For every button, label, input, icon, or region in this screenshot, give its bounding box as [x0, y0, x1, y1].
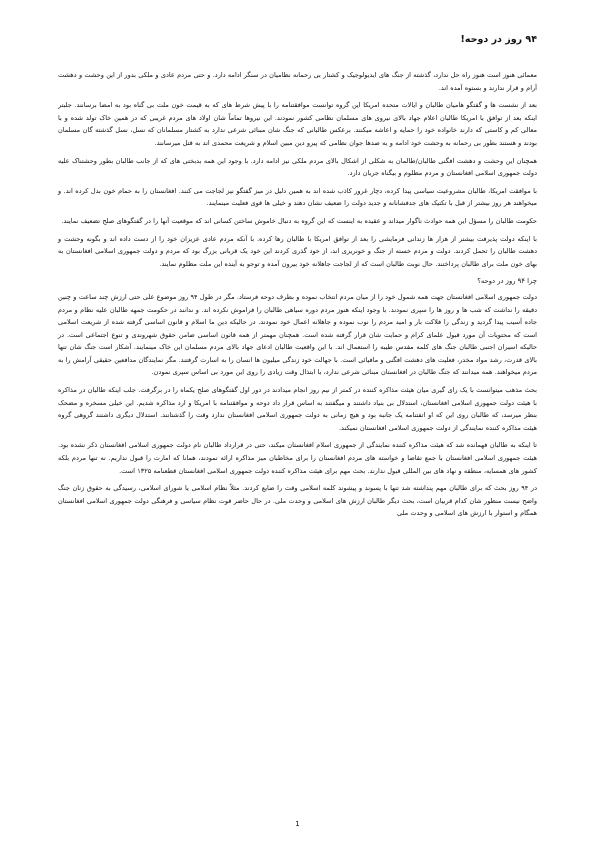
paragraph-4: با موافقت امریکا، طالبان مشروعیت سیاسی پیدا کرده، دچار غرور کاذب شده اند به همین دلیل در میز گفتگو نیز لجاجت می کنند. افغانستان را به حمام خون بدل کرده اند. و میخواهند هر روز بیشتر از قبل با تکتیک های جدفشانانه و جدید دولت را ضعیف نشان دهند و خیلی ها قوی فعلیت مینمایند. — [58, 186, 537, 208]
paragraph-6: با اینکه دولت پذیرفت بیشتر از هزار ها زندانی فرمایشی را بعد از توافق امریکا با طالبان رها کرده. با آنکه مردم عادی عزیزان خود را از دست داده اند و بگونه وحشت و دهشت طالبان را تحمل کردند. دولت و مردم خسته از جنگ و خونریزی اند، از خود گذری کردند این خود یک قربانی بزرگ بود که مردم و دولت جمهوری اسلامی افغانستان به بهای خون ملت برای طالبان پرداختند. حال نوبت طالبان است که از لجاجت جاهلانه خود بیرون آمده و توجو به آینده این ملت مظلوم نمایند. — [58, 234, 537, 268]
paragraph-5: حکومت طالبان را مسؤل این همه حوادث ناگوار میداند و عقیده به اینست که این گروه به دنبال خاموش ساختن کسانی اند که موقعیت آنها را در گفتگوهای صلح تضعیف نمایند. — [61, 216, 537, 225]
paragraph-7: دولت جمهوری اسلامی افغانستان جهت همه شمول خود را از میان مردم انتخاب نموده و بطرف دوحه فرستاد. مگر در طول ۹۴ روز موضوع علی حتی ارزش چند ساعت و چنین دقیقه را نداشت که شب ها و روز ها را سپری نمودند. با وجود اینکه هنوز مردم دوره سیاهی طالبان را فراموش نکرده اند. و ندانند در حکومت جمهه طالبان علیه نظام و مردم جاده آسیب پیدا گردید و زندگی را فلاکت بار و امید مردم را نوب نموده و جاهلانه اعمال خود نمودند. در حالیکه دین ما اسلام و قانون اساسی گرفته شده از شریعت اسلامی است که محتویات آن مورد قبول علمای کرام و حمایت شان قرار گرفته شده است. همچنان مهمتر از همه قانون اساسی ضامن حقوق شهروندی و تنوع اجتماعی است. در حالیکه اسیران اجنبی طالبان جنگ های کلمه مقدس طیبه را استعمال اند. با این واقعیت طالبان ادعای جهاد بالای مردم مسلمان این خاک مینمایند. آشکار است جنگ شان تنها بالای قدرت، رشد مواد مخدر، فعلیت های دهشت افگنی و مافیائی است. با جهالت خود زندگی میلیون ها انسان را به اسارت گرفتند. مگر نمایندگان مدافعین حقیقی آرامش را به مردم میخواهند. همه میدانند که جنگ طالبان در افغانستان مبنائی شرعی ندارد، با ابتذال وقت زیادی را روی این مورد بی اساس سپری نمودن. — [58, 292, 538, 377]
paragraph-1: معمائی هنوز است هنوز راه حل ندارد، گذشته از جنگ های ایدیولوجیک و کشتار بی رحمانه نظامیان در سنگر ادامه دارد. و حتی مردم عادی و ملکی بدور از این وحشت و دهشت آرام و قرار ندارند و بستوه آمده اند. — [58, 71, 537, 92]
paragraph-10: در ۹۴ روز بحث که برای طالبان مهم پنداشته شد تنها با پسوند و پیشوند کلمه اسلامی وقت را ضایع کردند. مثلاً نظام اسلامی یا شورای اسلامی، رسیدگی به حقوق زنان جنگ واضح نیست منظور شان کدام قربیان است، بحث دیگر طالبان ارزش های اسلامی و وحدت ملی. در حال حاضر قوت نظام سیاسی و فرهنگی دولت جمهوری اسلامی افغانستان همگام و استوار با ارزش های اسلامی و وحدت ملی — [58, 484, 537, 518]
page-number: 1 — [295, 820, 300, 828]
paragraph-2: بعد از نشست ها و گفتگو هامیان طالبان و ایالات متحده امریکا این گروه توانست موافقتنامه را با پیش شرط های که به قیمت خون ملت بی گناه بود به امضا برسانند. جلبتر اینکه بعد از توافق با امریکا طالبان اعلام جهاد بالای نیروی های مسلمان نظامی کشور نمودند. این نیروها تماماً شان اولاد های مردم غریبی که در همین خاک تولد شده و با معالی کم و کاستی که دارند خانواده خود را حمایه و اعاشه میکنند. برعکس طالبانی که جنگ شان مبنائی شرعی ندارد به کشتار مسلمانان که نسل، نسل گذشته گان مسلمان بودند و هستند بطور بی رحمانه به وحشت خود ادامه و به صدها جوان نظامی که پیرو دین مبین اسلام و شریعت محمدی اند به قتل میرسانند. — [58, 101, 537, 147]
paragraph-8: بحث مذهب میتوانست با یک رای گیری میان هیئت مذاکره کننده در کمتر از نیم روز انجام میدادند در دور اول گفتگوهای صلح یکماه را در برگرفت. جلب اینکه طالبان در مذاکره با هیئت دولت جمهوری اسلامی افغانستان، استدلال بی بنیاد داشتند و میگفتند به اساس قرار داد دوحه و موافقتنامه با امریکا و ارد مذاکره شدیم. این خیلی مسخره و مضحک بنظر میرسد، که طالبان روی این که او اتفتنامه یک جانبه بود و هیچ زمانی به دولت جمهوری اسلامی افغانستان ندارد وقت را گذشتانند. استدلال دیگری داشتند گروهی گروه هیئت مذاکره کننده نمایندگی از دولت جمهوری اسلامی افغانستان نمیکند. — [58, 386, 537, 432]
paragraph-9: تا اینکه به طالبان فهمانده شد که هیئت مذاکره کننده نمایندگی از جمهوری اسلام افغانستان میکند، حتی در قرارداد طالبان نام دولت جمهوری اسلامی افغانستان ذکر نشده بود. هیئت جمهوری اسلامی افغانستان با جمع تقاضا و خواسته های مردم افغانستان را برای مخاطبان میز مذاکره ارائه نمودند، همانا که امارت را قبول نداریم. نه تنها مردم بلکه کشور های همسایه، منطقه و نهاد های بین المللی قبول ندارند. بحث مهم برای هیئت مذاکره کننده دولت جمهوری اسلامی افغانستان قطعنامه ۱۳۲۵ است. — [58, 441, 537, 475]
section-question: چرا ۹۴ روز در دوحه؟ — [477, 277, 537, 286]
document-title: ۹۴ روز در دوحه! — [460, 34, 537, 45]
paragraph-3: همچنان این وحشت و دهشت افگنی طالبان/طالمان به شکلی از اشکال بالای مردم ملکی نیز ادامه دارد. با وجود این همه بدبختی های که از جانب طالبان بطور وحشتناک علیه دولت جمهوری اسلامی افغانستان و مردم مظلوم و بیگناه جریان دارد. — [58, 156, 537, 178]
